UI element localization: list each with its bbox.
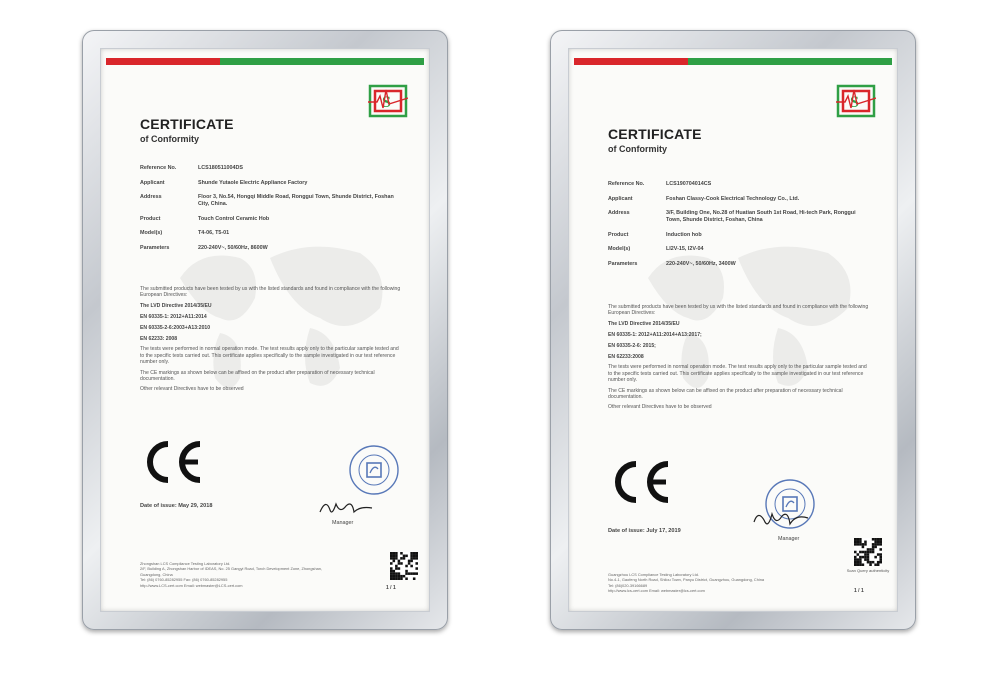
certificate-title: CERTIFICATE (140, 116, 234, 132)
other-note: Other relevant Directives have to be observed (608, 404, 712, 411)
standard-item: EN 60335-2-6: 2015; (608, 342, 656, 349)
directive-text: The LVD Directive 2014/35/EU (608, 320, 680, 327)
svg-text:S: S (850, 94, 859, 111)
date-of-issue: Date of issue: May 29, 2018 (140, 503, 213, 509)
certificate-body (140, 286, 402, 397)
field-reference-no: Reference No. LCS180511004DS (140, 165, 243, 171)
qr-code-icon (390, 552, 418, 580)
standard-item: EN 62233: 2008 (140, 335, 178, 342)
tests-note: The tests were performed in normal operation mode. The test results apply only to the particular sample tested and to the specific tests carried out. This certificate applies specifically to the sample investigated in our test reference number only. (140, 346, 399, 366)
field-reference-no: Reference No. LCS190704014CS (608, 181, 712, 187)
certificate-frame-right (550, 30, 916, 630)
standard-item: EN 60335-2-6:2003+A13:2010 (140, 324, 211, 331)
page-number: 1 / 1 (386, 585, 396, 591)
certificate-paper (568, 48, 898, 612)
certificate-fields (140, 165, 400, 259)
field-applicant: Applicant Foshan Classy-Cook Electrical Technology Co., Ltd. (608, 195, 800, 202)
standard-item: EN 60335-1: 2012+A11:2014+A13:2017; (608, 331, 702, 338)
lab-footer: Zhongshan LCS Compliance Testing Laboratory Ltd. 2/F, Building A, Zhongshan Harbor of IDEAS, No. 25 Gangyi Road, Torch Development Zone, Zhongshan, Guangdong, China Tel: (86) 0760-85282955 Fax: (86) 0760-85282955 http://www.LCS-cert.com Email: webmaster@LCS-cert.com (140, 561, 323, 588)
qr-code-icon (854, 538, 882, 566)
scan-query-label: Scan Query authenticity (846, 568, 890, 573)
certificate-subtitle: of Conformity (140, 134, 199, 144)
statement-text: The submitted products have been tested by us with the listed standards and found in compliance with the following European Directives: (140, 286, 401, 299)
svg-text:S: S (382, 94, 391, 111)
lcs-logo-icon (836, 84, 876, 118)
other-note: Other relevant Directives have to be observed (140, 386, 244, 393)
standard-item: EN 60335-1: 2012+A11:2014 (140, 313, 207, 320)
certificate-frame-left (82, 30, 448, 630)
manager-label: Manager (332, 520, 354, 526)
date-of-issue: Date of issue: July 17, 2019 (608, 528, 681, 534)
page-number: 1 / 1 (854, 588, 864, 594)
certificate-body (608, 304, 870, 415)
approval-stamp-icon (348, 444, 400, 496)
lab-footer: Guangzhou LCS Compliance Testing Laboratory Ltd. No.4-1, Gaofeng North Road, Shilou Town, Panyu District, Guangzhou, Guangdong, China Tel: (86)020-39166689 http://www.lcs-cert.com Email: webmaster@lcs-cert.com (608, 572, 765, 594)
field-models: Model(s) T4-06, T5-01 (140, 230, 230, 236)
tests-note: The tests were performed in normal operation mode. The test results apply only to the particular sample tested and to the specific tests carried out. This certificate applies specifically to the sample investigated in our test reference number only. (608, 364, 867, 384)
certificate-paper (100, 48, 430, 612)
certificate-title: CERTIFICATE (608, 126, 702, 142)
brand-stripe (106, 58, 424, 65)
standard-item: EN 62233:2008 (608, 353, 644, 360)
signature-icon (750, 508, 810, 532)
field-product: Product Touch Control Ceramic Hob (140, 215, 270, 222)
certificate-subtitle: of Conformity (608, 144, 667, 154)
ce-note: The CE markings as shown below can be affixed on the product after preparation of necessary technical documentation. (140, 369, 375, 383)
field-parameters: Parameters 220-240V~, 50/60Hz, 3400W (608, 260, 736, 267)
brand-stripe (574, 58, 892, 65)
signature-icon (316, 496, 376, 520)
lcs-logo-icon (368, 84, 408, 118)
ce-note: The CE markings as shown below can be affixed on the product after preparation of necessary technical documentation. (608, 387, 843, 401)
field-applicant: Applicant Shunde Yutaole Electric Appliance Factory (140, 179, 308, 186)
field-address: Address 3/F, Building One, No.28 of Huatian South 1st Road, Hi-tech Park, Ronggui Town, Shunde District, Foshan, China (608, 210, 856, 223)
field-product: Product Induction hob (608, 231, 702, 238)
certificate-fields (608, 181, 868, 275)
statement-text: The submitted products have been tested by us with the listed standards and found in compliance with the following European Directives: (608, 304, 869, 317)
field-address: Address Floor 3, No.54, Hongqi Middle Road, Ronggui Town, Shunde District, Foshan City, China. (140, 194, 394, 207)
directive-text: The LVD Directive 2014/35/EU (140, 302, 212, 309)
ce-mark-icon (608, 458, 678, 506)
field-parameters: Parameters 220-240V~, 50/60Hz, 8600W (140, 244, 268, 251)
field-models: Model(s) LI2V-15, I2V-04 (608, 246, 704, 252)
manager-label: Manager (778, 536, 800, 542)
ce-mark-icon (140, 438, 210, 486)
